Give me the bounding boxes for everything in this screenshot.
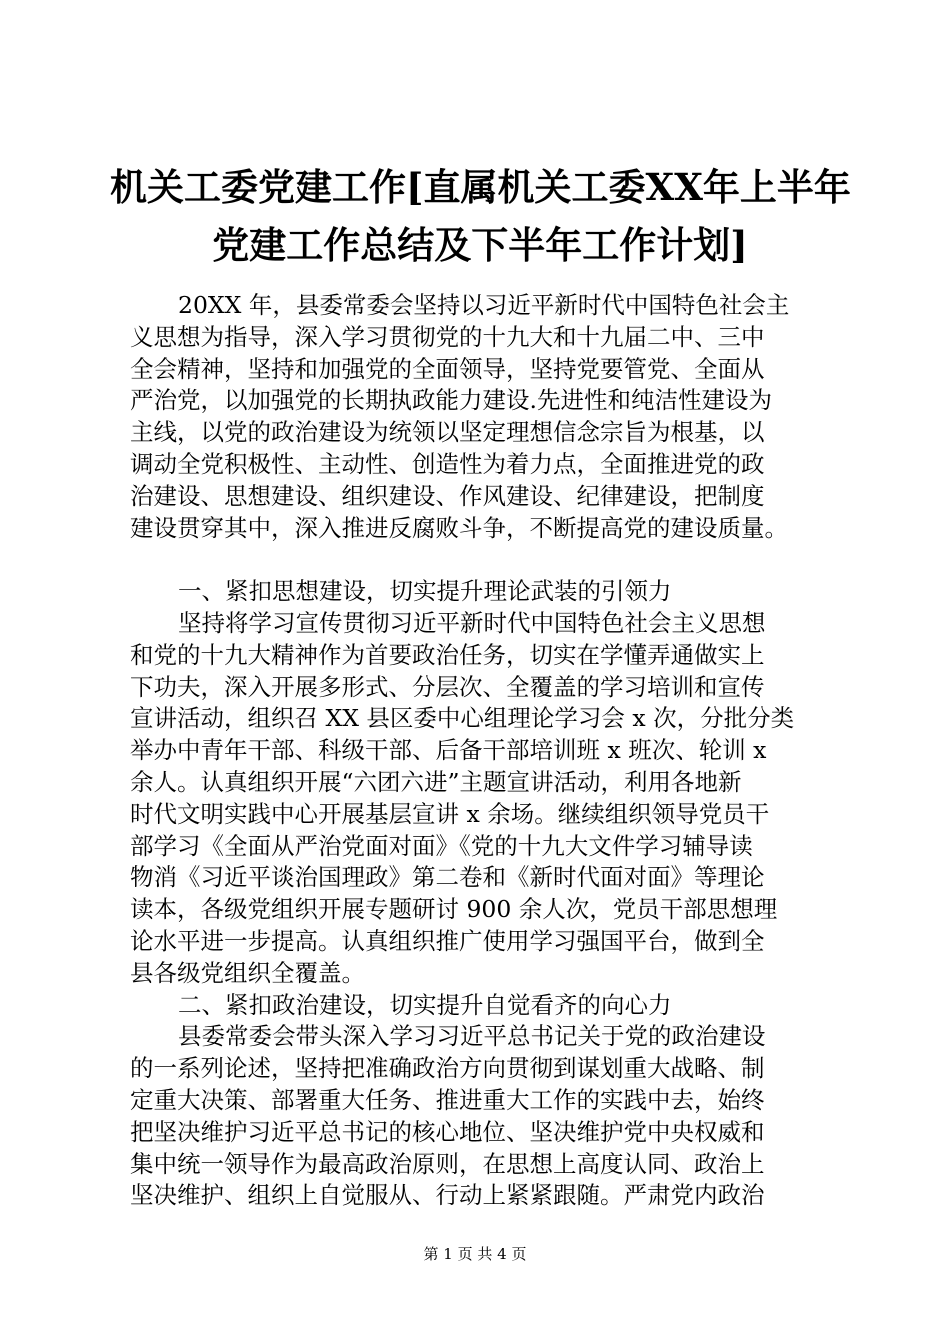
paragraph-line: 县各级党组织全覆盖。: [130, 958, 365, 987]
paragraph-line: 物消《习近平谈治国理政》第二卷和《新时代面对面》等理论: [130, 863, 765, 892]
paragraph-line: 部学习《全面从严治党面对面》《党的十九大文件学习辅导读: [130, 831, 753, 860]
document-body: [130, 290, 846, 1212]
paragraph-line: 定重大决策、部署重大任务、推进重大工作的实践中去，始终: [130, 1085, 765, 1114]
paragraph-line: 建设贯穿其中，深入推进反腐败斗争，不断提高党的建设质量。: [130, 513, 788, 542]
section-1-heading: 一、紧扣思想建设，切实提升理论武装的引领力: [178, 577, 672, 606]
paragraph-line: 集中统一领导作为最高政治原则，在思想上高度认同、政治上: [130, 1149, 765, 1178]
paragraph-line: 义思想为指导，深入学习贯彻党的十九大和十九届二中、三中: [130, 322, 765, 351]
page-number: 第 1 页 共 4 页: [423, 1245, 527, 1263]
page-title: [110, 158, 850, 274]
section-1-paragraph: [130, 608, 846, 990]
title-line-1: 机关工委党建工作[直属机关工委XX年上半年: [110, 165, 851, 209]
paragraph-line: 论水平进一步提高。认真组织推广使用学习强国平台，做到全: [130, 926, 765, 955]
paragraph-line: 举办中青年干部、科级干部、后备干部培训班 x 班次、轮训 x: [130, 736, 767, 765]
paragraph-line: 把坚决维护习近平总书记的核心地位、坚决维护党中央权威和: [130, 1117, 765, 1146]
paragraph-line: 宣讲活动，组织召 XX 县区委中心组理论学习会 x 次，分批分类: [130, 704, 795, 733]
paragraph-line: 的一系列论述，坚持把准确政治方向贯彻到谋划重大战略、制: [130, 1054, 765, 1083]
section-2-heading: 二、紧扣政治建设，切实提升自觉看齐的向心力: [178, 990, 672, 1019]
page-footer: [0, 1244, 950, 1264]
paragraph-line: 时代文明实践中心开展基层宣讲 x 余场。继续组织领导党员干: [130, 799, 770, 828]
paragraph-line: 读本，各级党组织开展专题研讨 900 余人次，党员干部思想理: [130, 895, 778, 924]
paragraph-line: 20XX 年，县委常委会坚持以习近平新时代中国特色社会主: [178, 291, 790, 319]
paragraph-spacer: [130, 544, 846, 576]
paragraph-line: 坚持将学习宣传贯彻习近平新时代中国特色社会主义思想: [178, 608, 766, 637]
intro-paragraph: [130, 290, 846, 544]
paragraph-line: 县委常委会带头深入学习习近平总书记关于党的政治建设: [178, 1022, 766, 1051]
title-line-2: 党建工作总结及下半年工作计划]: [212, 223, 748, 267]
paragraph-line: 和党的十九大精神作为首要政治任务，切实在学懂弄通做实上: [130, 640, 765, 669]
paragraph-line: 严治党，以加强党的长期执政能力建设.先进性和纯洁性建设为: [130, 386, 772, 415]
paragraph-line: 坚决维护、组织上自觉服从、行动上紧紧跟随。严肃党内政治: [130, 1181, 765, 1210]
paragraph-line: 调动全党积极性、主动性、创造性为着力点，全面推进党的政: [130, 449, 765, 478]
paragraph-line: 全会精神，坚持和加强党的全面领导，坚持党要管党、全面从: [130, 354, 765, 383]
paragraph-line: 主线，以党的政治建设为统领以坚定理想信念宗旨为根基，以: [130, 418, 765, 447]
section-2-paragraph: [130, 1021, 846, 1212]
paragraph-line: 治建设、思想建设、组织建设、作风建设、纪律建设，把制度: [130, 481, 765, 510]
paragraph-line: 下功夫，深入开展多形式、分层次、全覆盖的学习培训和宣传: [130, 672, 765, 701]
paragraph-line: 余人。认真组织开展“六团六进”主题宣讲活动，利用各地新: [130, 767, 742, 796]
